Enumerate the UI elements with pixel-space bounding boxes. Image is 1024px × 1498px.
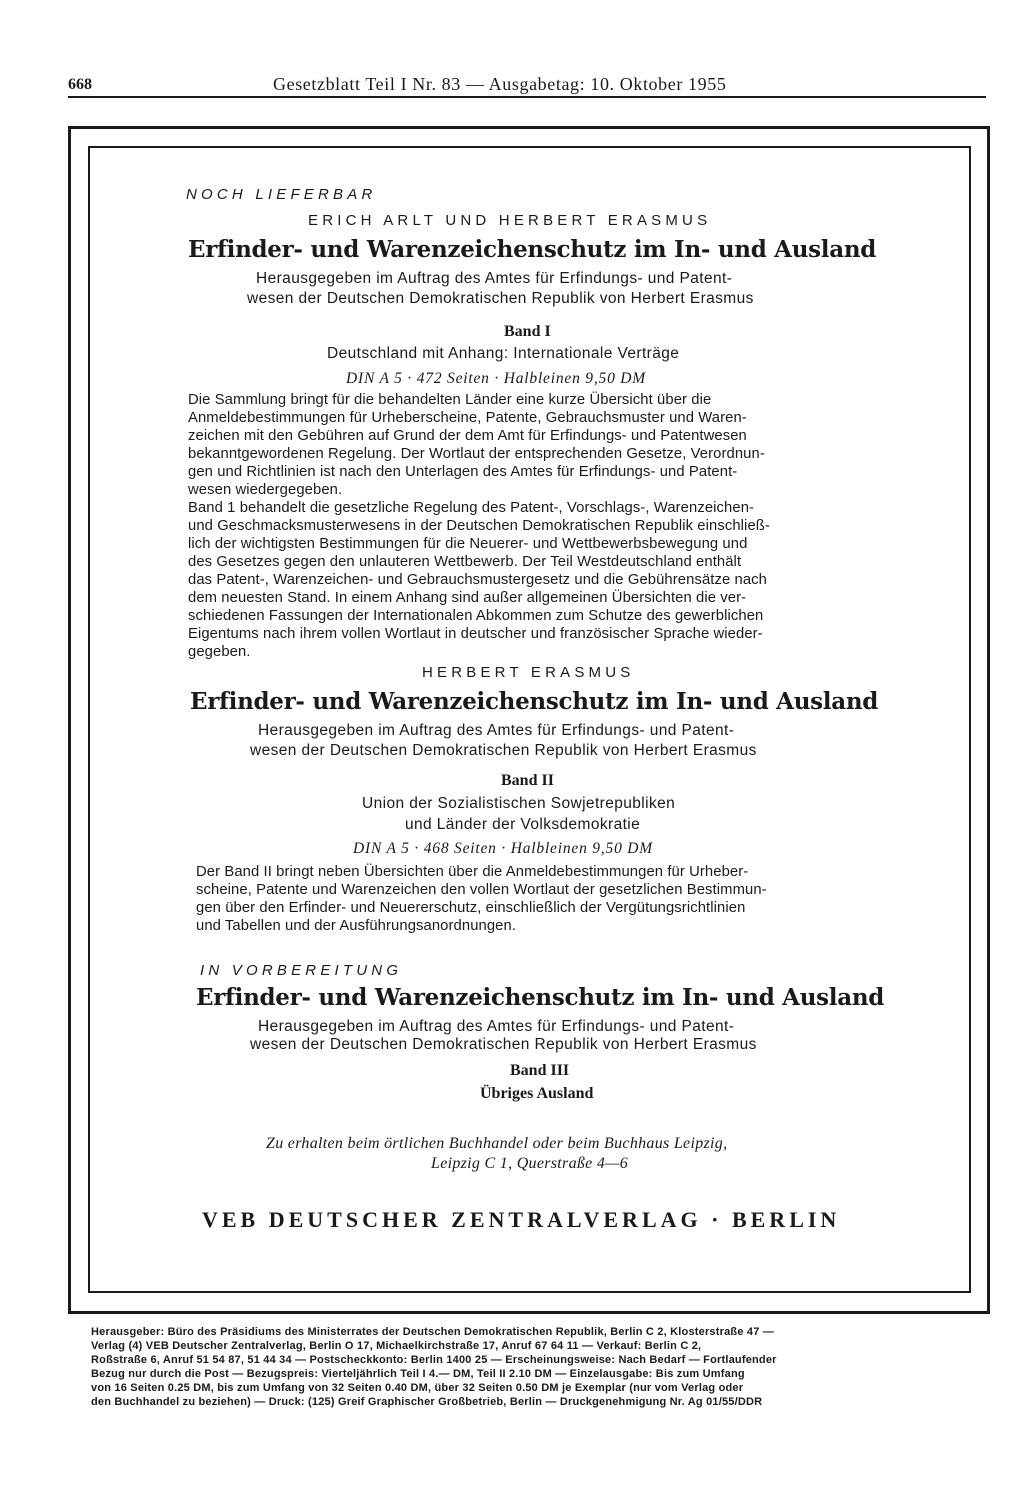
band-1-text-line: lich der wichtigsten Bestimmungen für die Neuerer- und Wettbewerbsbewegung und [188,536,748,552]
band-3-subtitle: Übriges Ausland [480,1085,594,1102]
band-2-specs: DIN A 5 · 468 Seiten · Halbleinen 9,50 DM [353,840,654,857]
page-header [68,72,986,98]
editor-line-1a: Herausgegeben im Auftrag des Amtes für Erfindungs- und Patent- [256,270,733,287]
band-1-text-line: Anmeldebestimmungen für Urheberscheine, Patente, Gebrauchsmuster und Waren- [188,410,747,426]
band-1-label: Band I [504,323,551,340]
imprint-line: von 16 Seiten 0.25 DM, bis zum Umfang von 32 Seiten 0.40 DM, über 32 Seiten 0.50 DM je Exemplar (nur vom Verlag oder [91,1382,744,1394]
band-1-text-line: wesen wiedergegeben. [188,482,343,498]
publisher-name: VEB DEUTSCHER ZENTRALVERLAG · BERLIN [202,1207,841,1232]
band-1-subtitle: Deutschland mit Anhang: Internationale Verträge [327,345,680,362]
imprint-line: Herausgeber: Büro des Präsidiums des Ministerrates der Deutschen Demokratischen Republik, Berlin C 2, Klosterstraße 47 — [91,1326,774,1338]
editor-line-1b: wesen der Deutschen Demokratischen Republik von Herbert Erasmus [247,290,754,307]
band-2-subtitle-b: und Länder der Volksdemokratie [405,816,641,833]
band-2-text-line: scheine, Patente und Warenzeichen den vollen Wortlaut der gesetzlichen Bestimmun- [196,882,767,898]
availability-line-1: Zu erhalten beim örtlichen Buchhandel oder beim Buchhaus Leipzig, [266,1135,728,1152]
authors-line-1: ERICH ARLT UND HERBERT ERASMUS [308,212,712,229]
book-title-2: Erfinder- und Warenzeichenschutz im In- und Ausland [190,688,879,715]
imprint-line: den Buchhandel zu beziehen) — Druck: (125) Greif Graphischer Großbetrieb, Berlin — Druckgenehmigung Nr. Ag 01/55/DDR [91,1396,763,1408]
band-2-label: Band II [501,772,554,789]
band-1-text-line: dem neuesten Stand. In einem Anhang sind außer allgemeinen Übersichten die ver- [188,590,747,606]
book-title-1: Erfinder- und Warenzeichenschutz im In- und Ausland [188,236,877,263]
in-vorbereitung-label: IN VORBEREITUNG [200,962,403,979]
band-1-text-line: des Gesetzes gegen den unlauteren Wettbewerb. Der Teil Westdeutschland enthält [188,554,742,570]
editor-line-3b: wesen der Deutschen Demokratischen Republik von Herbert Erasmus [250,1036,757,1053]
noch-lieferbar-label: NOCH LIEFERBAR [186,186,377,203]
imprint-line: Roßstraße 6, Anruf 51 54 87, 51 44 34 — Postscheckkonto: Berlin 1400 25 — Erscheinungsweise: Nach Bedarf — Fortlaufender [91,1354,777,1366]
book-title-3: Erfinder- und Warenzeichenschutz im In- und Ausland [196,984,885,1011]
band-1-text-line: Band 1 behandelt die gesetzliche Regelung des Patent-, Vorschlags-, Warenzeichen- [188,500,755,516]
editor-line-2a: Herausgegeben im Auftrag des Amtes für Erfindungs- und Patent- [258,722,735,739]
band-1-specs: DIN A 5 · 472 Seiten · Halbleinen 9,50 DM [346,370,647,387]
band-1-text-line: zeichen mit den Gebühren auf Grund der dem Amt für Erfindungs- und Patentwesen [188,428,747,444]
band-2-text-line: Der Band II bringt neben Übersichten über die Anmeldebestimmungen für Urheber- [196,864,749,880]
running-head: Gesetzblatt Teil I Nr. 83 — Ausgabetag: 10. Oktober 1955 [273,74,727,94]
band-3-label: Band III [510,1062,570,1079]
imprint-line: Verlag (4) VEB Deutscher Zentralverlag, Berlin O 17, Michaelkirchstraße 17, Anruf 67 64 11 — Verkauf: Berlin C 2, [91,1340,702,1352]
editor-line-3a: Herausgegeben im Auftrag des Amtes für Erfindungs- und Patent- [258,1018,735,1035]
authors-line-2: HERBERT ERASMUS [422,664,635,681]
band-1-text-line: bekanntgewordenen Regelung. Der Wortlaut der entsprechenden Gesetze, Verordnun- [188,446,765,462]
advertisement-frame-inner [88,146,971,1293]
band-2-text-line: gen über den Erfinder- und Neuererschutz, einschließlich der Vergütungsrichtlinien [196,900,746,916]
band-1-text-line: gen und Richtlinien ist nach den Unterlagen des Amtes für Erfindungs- und Patent- [188,464,738,480]
band-1-text-line: das Patent-, Warenzeichen- und Gebrauchsmustergesetz und die Gebührensätze nach [188,572,768,588]
imprint-line: Bezug nur durch die Post — Bezugspreis: Vierteljährlich Teil I 4.— DM, Teil II 2.10 DM — Einzelausgabe: Bis zum Umfang [91,1368,745,1380]
availability-line-2: Leipzig C 1, Querstraße 4—6 [431,1155,628,1172]
band-1-text-line: schiedenen Fassungen der Internationalen Abkommen zum Schutze des gewerblichen [188,608,764,624]
editor-line-2b: wesen der Deutschen Demokratischen Republik von Herbert Erasmus [250,742,757,759]
band-1-text-line: Eigentums nach ihrem vollen Wortlaut in deutscher und französischer Sprache wieder- [188,626,763,642]
band-2-text-line: und Tabellen und der Ausführungsanordnungen. [196,918,517,934]
band-1-text-line: Die Sammlung bringt für die behandelten Länder eine kurze Übersicht über die [188,392,712,408]
band-2-subtitle-a: Union der Sozialistischen Sowjetrepubliken [362,795,676,812]
page-number: 668 [68,76,92,93]
band-1-text-line: gegeben. [188,644,251,660]
band-1-text-line: und Geschmacksmusterwesens in der Deutschen Demokratischen Republik einschließ- [188,518,770,534]
